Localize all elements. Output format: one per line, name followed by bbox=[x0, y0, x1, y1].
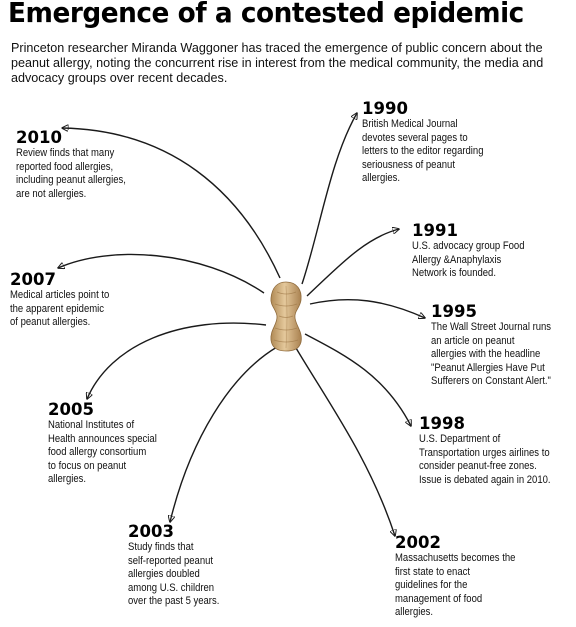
event-description-line: including peanut allergies, bbox=[16, 174, 126, 187]
event-description-line: Massachusetts becomes the bbox=[395, 552, 516, 564]
event-description bbox=[128, 541, 219, 609]
event-2003 bbox=[128, 523, 232, 609]
event-year: 2003 bbox=[128, 522, 174, 541]
event-2005 bbox=[48, 401, 172, 487]
event-description-line: Issue is debated again in 2010. bbox=[419, 473, 551, 486]
event-description bbox=[395, 552, 515, 620]
page-title: Emergence of a contested epidemic bbox=[8, 0, 524, 29]
event-description-line: seriousness of peanut bbox=[362, 158, 455, 171]
event-description-line: of peanut allergies. bbox=[10, 316, 91, 329]
event-description bbox=[362, 118, 483, 186]
event-description-line: over the past 5 years. bbox=[128, 595, 220, 608]
event-year: 2002 bbox=[395, 533, 441, 552]
event-description-line: Medical articles point to bbox=[10, 289, 110, 301]
event-description-line: an article on peanut bbox=[431, 334, 515, 347]
arrow-1995 bbox=[310, 300, 425, 318]
event-year: 1990 bbox=[362, 99, 408, 118]
event-description-line: management of food bbox=[395, 592, 483, 605]
event-year: 1991 bbox=[412, 221, 458, 240]
event-year: 2010 bbox=[16, 128, 62, 147]
event-description-line: allergies. bbox=[48, 473, 87, 486]
event-description-line: are not allergies. bbox=[16, 187, 87, 200]
event-description-line: The Wall Street Journal runs bbox=[431, 321, 552, 333]
event-description-line: self-reported peanut bbox=[128, 554, 214, 567]
event-description-line: food allergy consortium bbox=[48, 446, 147, 459]
event-year: 1998 bbox=[419, 414, 465, 433]
arrow-2005 bbox=[87, 323, 266, 399]
event-description bbox=[419, 433, 551, 487]
event-description-line: reported food allergies, bbox=[16, 160, 114, 173]
event-description-line: U.S. Department of bbox=[419, 433, 501, 445]
event-2007 bbox=[10, 271, 123, 330]
event-description-line: allergies. bbox=[362, 172, 401, 185]
peanut-icon bbox=[266, 280, 306, 352]
intro-text: Princeton researcher Miranda Waggoner has traced the emergence of public concern about the peanut allergy, noting the concurrent rise in interest from the medical community, the media and advocacy groups over recent decades. bbox=[11, 41, 544, 85]
event-description-line: Health announces special bbox=[48, 432, 157, 445]
event-description-line: to focus on peanut bbox=[48, 459, 127, 472]
event-description-line: allergies with the headline bbox=[431, 348, 541, 361]
event-description-line: British Medical Journal bbox=[362, 118, 458, 130]
event-description-line: U.S. advocacy group Food bbox=[412, 240, 525, 252]
event-description-line: Review finds that many bbox=[16, 147, 115, 159]
event-description bbox=[10, 289, 109, 330]
event-1991 bbox=[412, 222, 540, 281]
event-description-line: National Institutes of bbox=[48, 419, 135, 431]
event-2002 bbox=[395, 534, 532, 620]
event-description-line: devotes several pages to bbox=[362, 131, 468, 144]
event-description bbox=[16, 147, 126, 201]
event-description bbox=[48, 419, 157, 487]
arrow-1998 bbox=[305, 334, 411, 426]
event-description-line: Network is founded. bbox=[412, 267, 496, 280]
event-description-line: consider peanut-free zones. bbox=[419, 460, 537, 473]
event-year: 1995 bbox=[431, 302, 477, 321]
event-description-line: letters to the editor regarding bbox=[362, 145, 484, 158]
event-description-line: Allergy &Anaphylaxis bbox=[412, 253, 502, 266]
event-description-line: Transportation urges airlines to bbox=[419, 446, 550, 459]
event-1990 bbox=[362, 100, 500, 186]
event-description-line: Study finds that bbox=[128, 541, 194, 553]
event-1995 bbox=[431, 303, 567, 389]
event-description-line: guidelines for the bbox=[395, 579, 468, 592]
event-description-line: allergies doubled bbox=[128, 568, 200, 581]
arrow-1991 bbox=[307, 229, 399, 296]
event-description-line: allergies. bbox=[395, 606, 434, 619]
event-description bbox=[412, 240, 525, 281]
event-description-line: first state to enact bbox=[395, 565, 470, 578]
event-year: 2005 bbox=[48, 400, 94, 419]
event-1998 bbox=[419, 415, 568, 487]
event-description bbox=[431, 321, 551, 389]
event-description-line: Sufferers on Constant Alert." bbox=[431, 375, 551, 388]
arrow-2003 bbox=[170, 347, 277, 522]
event-description-line: the apparent epidemic bbox=[10, 302, 105, 315]
arrow-2002 bbox=[296, 348, 395, 536]
event-year: 2007 bbox=[10, 270, 56, 289]
event-2010 bbox=[16, 129, 141, 201]
event-description-line: "Peanut Allergies Have Put bbox=[431, 361, 545, 374]
event-description-line: among U.S. children bbox=[128, 581, 215, 594]
